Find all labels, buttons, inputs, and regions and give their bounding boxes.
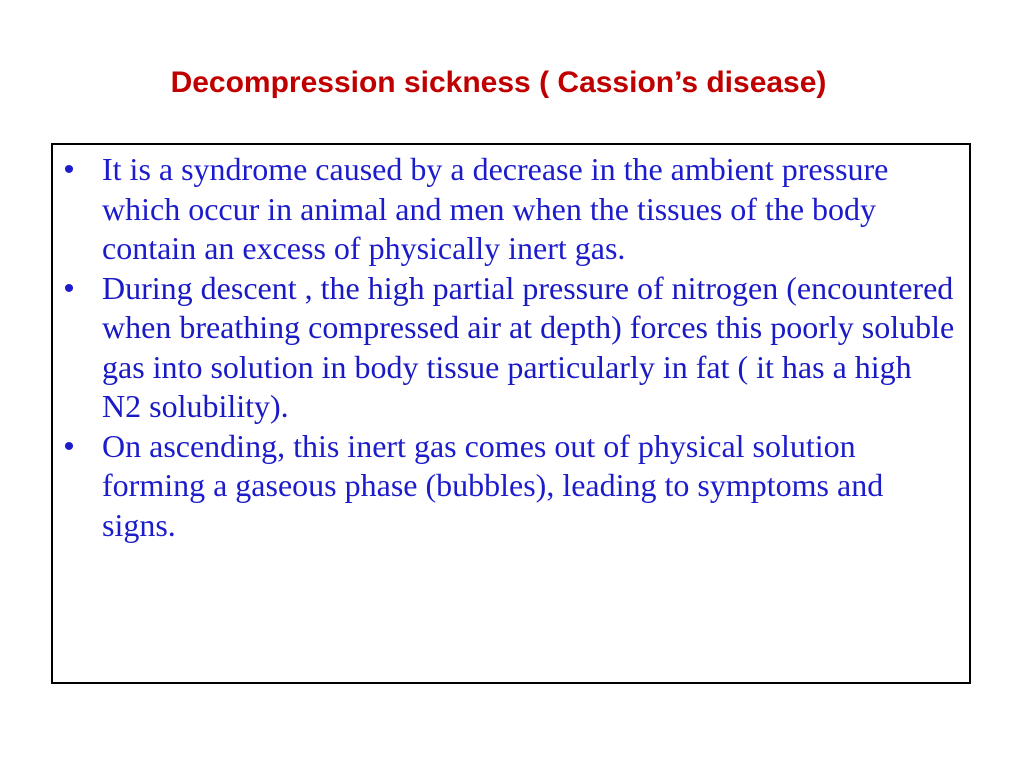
bullet-item [57, 150, 957, 269]
content-box [51, 143, 971, 684]
bullet-dot-icon: • [63, 429, 75, 463]
bullet-dot-icon: • [63, 153, 75, 186]
bullet-text: During descent , the high partial pressure of nitrogen (encountered when breathing compressed air at depth) forces this poorly soluble gas into solution in body tissue particularly in fat ( it has a high N2 solubility). [102, 269, 955, 424]
bullet-item [57, 427, 957, 546]
bullet-item [57, 269, 957, 427]
slide-title: Decompression sickness ( Cassion’s disease) [170, 66, 827, 99]
bullet-text: On ascending, this inert gas comes out of physical solution forming a gaseous phase (bubbles), leading to symptoms and signs. [102, 427, 884, 543]
bullet-list [57, 150, 957, 545]
bullet-dot-icon: • [63, 271, 75, 305]
bullet-text: It is a syndrome caused by a decrease in the ambient pressure which occur in animal and men when the tissues of the body contain an excess of physically inert gas. [102, 151, 889, 266]
